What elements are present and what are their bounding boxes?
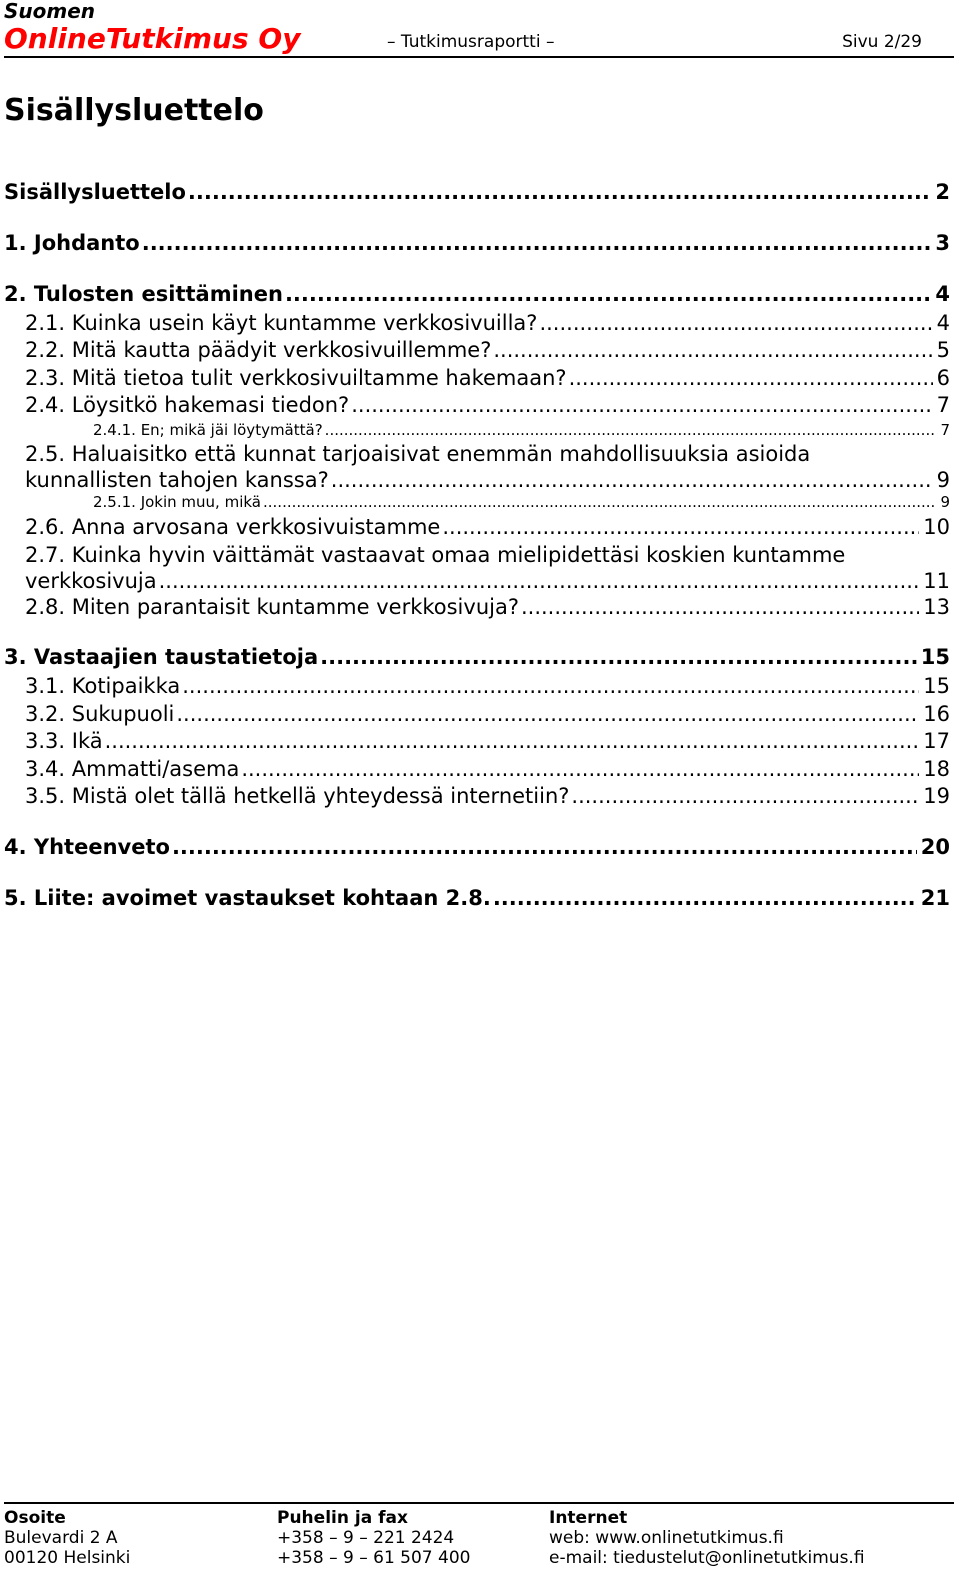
toc-entry[interactable] <box>25 441 950 493</box>
toc-leader <box>331 467 933 493</box>
toc-entry-title: 3.4. Ammatti/asema <box>25 757 240 781</box>
toc-entry-page: 15 <box>923 674 950 698</box>
toc-entry-page: 5 <box>936 338 950 362</box>
toc-entry-title: 2.8. Miten parantaisit kuntamme verkkosivuja? <box>25 595 519 619</box>
footer-heading: Internet <box>549 1508 628 1528</box>
toc-entry[interactable] <box>4 180 950 204</box>
toc-leader <box>569 366 933 390</box>
toc-entry[interactable] <box>4 645 950 669</box>
toc-entry[interactable] <box>25 338 950 362</box>
toc-leader <box>176 702 919 726</box>
toc-entry-title: 2.2. Mitä kautta päädyit verkkosivuillemme? <box>25 338 492 362</box>
toc-entry-title: 2.7. Kuinka hyvin väittämät vastaavat omaa mielipidettäsi koskien kuntamme <box>25 543 846 567</box>
footer-line: +358 – 9 – 221 2424 <box>277 1528 455 1548</box>
footer-internet <box>549 1508 865 1568</box>
footer-heading: Puhelin ja fax <box>277 1508 408 1528</box>
toc-entry[interactable] <box>93 493 950 511</box>
toc-entry-title-continued: verkkosivuja <box>25 569 157 593</box>
toc-leader <box>172 835 917 859</box>
toc-leader <box>325 421 937 439</box>
toc-entry-title: 2.4.1. En; mikä jäi löytymättä? <box>93 421 323 439</box>
toc-entry-title: 2.5. Haluaisitko että kunnat tarjoaisivat enemmän mahdollisuuksia asioida <box>25 442 811 466</box>
toc-entry-title: 2. Tulosten esittäminen <box>4 282 283 306</box>
toc-entry[interactable] <box>25 515 950 539</box>
footer-email-link[interactable]: e-mail: tiedustelut@onlinetutkimus.fi <box>549 1548 865 1568</box>
toc-entry-page: 15 <box>920 645 950 669</box>
toc-entry[interactable] <box>25 729 950 753</box>
toc-entry-page: 11 <box>923 569 950 593</box>
toc-entry[interactable] <box>25 393 950 417</box>
toc-entry-page: 9 <box>936 468 950 492</box>
toc-entry-title: 1. Johdanto <box>4 231 140 255</box>
toc-entry-title: 3.3. Ikä <box>25 729 103 753</box>
toc-entry-title: 3. Vastaajien taustatietoja <box>4 645 319 669</box>
toc-leader <box>442 515 919 539</box>
toc-entry-title: 2.1. Kuinka usein käyt kuntamme verkkosivuilla? <box>25 311 538 335</box>
toc-leader <box>182 674 919 698</box>
toc-leader <box>320 645 917 669</box>
toc-leader <box>241 757 919 781</box>
toc-entry[interactable] <box>25 366 950 390</box>
toc-entry[interactable] <box>25 784 950 808</box>
page-header <box>4 0 954 58</box>
toc-entry-page: 18 <box>923 757 950 781</box>
toc-entry-page: 10 <box>923 515 950 539</box>
toc-entry-page: 13 <box>923 595 950 619</box>
toc-entry[interactable] <box>25 674 950 698</box>
toc-entry-page: 3 <box>935 231 950 255</box>
toc-leader <box>493 338 932 362</box>
toc-leader <box>493 886 917 910</box>
toc-entry-title: Sisällysluettelo <box>4 180 186 204</box>
toc-entry-title: 2.5.1. Jokin muu, mikä <box>93 493 261 511</box>
toc-entry-page: 17 <box>923 729 950 753</box>
toc-leader <box>521 595 919 619</box>
toc-entry-page: 16 <box>923 702 950 726</box>
footer-heading: Osoite <box>4 1508 66 1528</box>
toc-entry[interactable] <box>25 595 950 619</box>
toc-entry-title: 3.2. Sukupuoli <box>25 702 175 726</box>
toc-leader <box>285 282 931 306</box>
page-number: Sivu 2/29 <box>842 32 922 52</box>
toc-entry-page: 20 <box>920 835 950 859</box>
toc-entry[interactable] <box>4 282 950 306</box>
toc-entry[interactable] <box>25 311 950 335</box>
toc-entry-title: 4. Yhteenveto <box>4 835 170 859</box>
footer-phone <box>277 1508 470 1568</box>
toc-entry-title: 2.3. Mitä tietoa tulit verkkosivuiltamme hakemaan? <box>25 366 567 390</box>
toc-entry-page: 9 <box>940 493 950 511</box>
toc-entry-title: 3.5. Mistä olet tällä hetkellä yhteydessä internetiin? <box>25 784 570 808</box>
toc-entry-page: 2 <box>935 180 950 204</box>
footer-address <box>4 1508 130 1568</box>
toc-leader <box>539 311 932 335</box>
brand-name: OnlineTutkimus Oy <box>4 22 301 55</box>
page-title: Sisällysluettelo <box>4 93 264 128</box>
brand-top: Suomen <box>4 0 96 23</box>
footer-line: +358 – 9 – 61 507 400 <box>277 1548 471 1568</box>
toc-entry-page: 4 <box>935 282 950 306</box>
toc-leader <box>188 180 931 204</box>
toc-entry[interactable] <box>25 702 950 726</box>
toc-entry-page: 4 <box>936 311 950 335</box>
toc-leader <box>571 784 919 808</box>
toc-leader <box>159 568 920 594</box>
footer-line: Bulevardi 2 A <box>4 1528 118 1548</box>
toc-leader <box>105 729 920 753</box>
footer-web-link[interactable]: web: www.onlinetutkimus.fi <box>549 1528 784 1548</box>
toc-entry-page: 19 <box>923 784 950 808</box>
toc-entry-title: 2.4. Löysitkö hakemasi tiedon? <box>25 393 350 417</box>
toc-entry[interactable] <box>4 231 950 255</box>
footer-line: 00120 Helsinki <box>4 1548 131 1568</box>
toc-leader <box>351 393 932 417</box>
toc-entry-title: 2.6. Anna arvosana verkkosivuistamme <box>25 515 441 539</box>
page-footer <box>4 1502 954 1578</box>
toc-entry-title-continued: kunnallisten tahojen kanssa? <box>25 468 329 492</box>
toc-entry[interactable] <box>25 542 950 594</box>
toc-entry-page: 21 <box>920 886 950 910</box>
toc-entry[interactable] <box>4 886 950 910</box>
toc-entry-page: 7 <box>936 393 950 417</box>
toc-entry-page: 6 <box>936 366 950 390</box>
toc-entry[interactable] <box>93 421 950 439</box>
document-type: – Tutkimusraportti – <box>387 32 555 52</box>
toc-entry-title: 5. Liite: avoimet vastaukset kohtaan 2.8. <box>4 886 491 910</box>
toc-entry-page: 7 <box>940 421 950 439</box>
toc-leader <box>263 493 936 511</box>
toc-entry-title: 3.1. Kotipaikka <box>25 674 181 698</box>
toc-entry[interactable] <box>25 757 950 781</box>
toc-leader <box>142 231 932 255</box>
toc-entry[interactable] <box>4 835 950 859</box>
